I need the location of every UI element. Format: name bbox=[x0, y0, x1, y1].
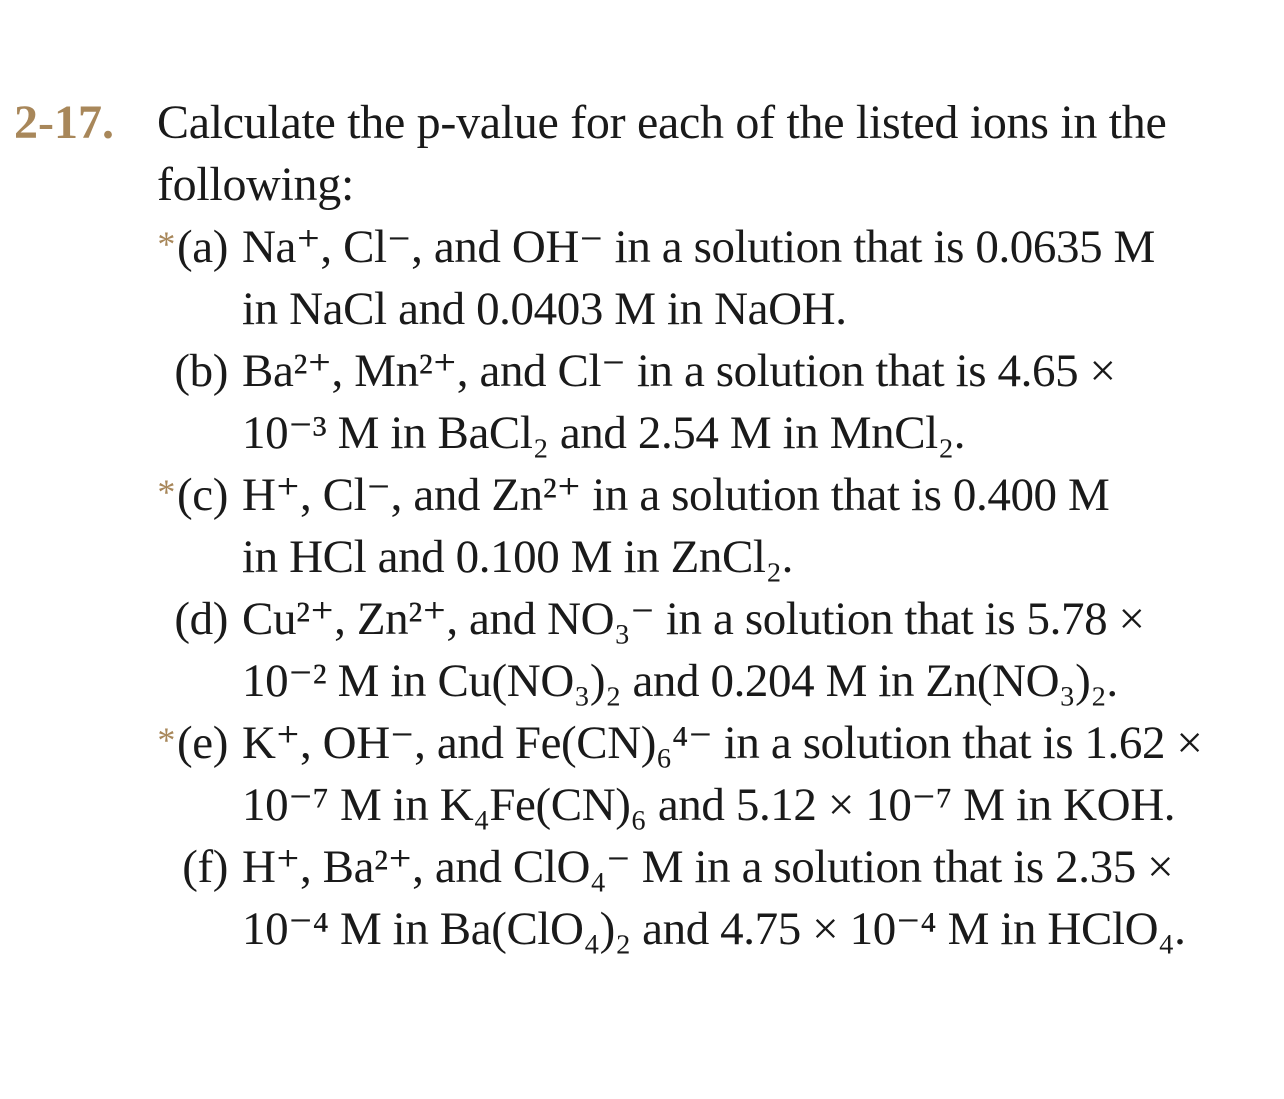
part-e-marker bbox=[14, 712, 242, 777]
part-f-marker bbox=[14, 836, 242, 898]
part-d-line-1: Cu²⁺, Zn²⁺, and NO₃⁻ in a solution that is 5.78 × bbox=[242, 593, 1145, 645]
problem-parts bbox=[14, 216, 1264, 960]
part-a-line-1: Na⁺, Cl⁻, and OH⁻ in a solution that is 0.0635 M bbox=[242, 221, 1155, 273]
part-d bbox=[14, 588, 1264, 712]
part-d-marker bbox=[14, 588, 242, 650]
part-c-line-2: in HCl and 0.100 M in ZnCl₂. bbox=[242, 531, 793, 583]
part-f bbox=[14, 836, 1264, 960]
part-e-line-1: K⁺, OH⁻, and Fe(CN)₆⁴⁻ in a solution that is 1.62 × bbox=[242, 717, 1203, 769]
part-b-label: (b) bbox=[174, 345, 228, 397]
part-d-label: (d) bbox=[174, 593, 228, 645]
part-a bbox=[14, 216, 1264, 340]
part-f-label: (f) bbox=[182, 841, 228, 893]
problem-stem-line-2: following: bbox=[157, 158, 354, 211]
problem-2-17 bbox=[14, 92, 1264, 960]
part-e bbox=[14, 712, 1264, 836]
part-a-marker bbox=[14, 216, 242, 281]
part-d-line-2: 10⁻² M in Cu(NO₃)₂ and 0.204 M in Zn(NO₃)₂. bbox=[242, 655, 1118, 707]
part-d-text bbox=[242, 588, 1264, 712]
part-b-marker bbox=[14, 340, 242, 402]
part-a-label: (a) bbox=[177, 221, 228, 273]
part-a-star-icon: * bbox=[157, 224, 176, 264]
part-b bbox=[14, 340, 1264, 464]
part-e-line-2: 10⁻⁷ M in K₄Fe(CN)₆ and 5.12 × 10⁻⁷ M in KOH. bbox=[242, 779, 1176, 831]
part-f-line-2: 10⁻⁴ M in Ba(ClO₄)₂ and 4.75 × 10⁻⁴ M in HClO₄. bbox=[242, 903, 1186, 955]
part-c-line-1: H⁺, Cl⁻, and Zn²⁺ in a solution that is 0.400 M bbox=[242, 469, 1110, 521]
part-c-label: (c) bbox=[177, 469, 228, 521]
problem-stem-line-1: Calculate the p-value for each of the listed ions in the bbox=[157, 96, 1167, 149]
problem-header bbox=[14, 92, 1264, 216]
problem-number: 2-17. bbox=[14, 96, 114, 149]
part-f-text bbox=[242, 836, 1264, 960]
problem-stem bbox=[157, 92, 1167, 216]
part-b-text bbox=[242, 340, 1264, 464]
part-f-line-1: H⁺, Ba²⁺, and ClO₄⁻ M in a solution that is 2.35 × bbox=[242, 841, 1174, 893]
part-e-label: (e) bbox=[177, 717, 228, 769]
part-e-star-icon: * bbox=[157, 720, 176, 760]
part-b-line-1: Ba²⁺, Mn²⁺, and Cl⁻ in a solution that is 4.65 × bbox=[242, 345, 1116, 397]
part-c bbox=[14, 464, 1264, 588]
part-c-star-icon: * bbox=[157, 472, 176, 512]
part-e-text bbox=[242, 712, 1264, 836]
part-a-text bbox=[242, 216, 1264, 340]
part-a-line-2: in NaCl and 0.0403 M in NaOH. bbox=[242, 283, 847, 335]
part-c-text bbox=[242, 464, 1264, 588]
part-b-line-2: 10⁻³ M in BaCl₂ and 2.54 M in MnCl₂. bbox=[242, 407, 966, 459]
part-c-marker bbox=[14, 464, 242, 529]
